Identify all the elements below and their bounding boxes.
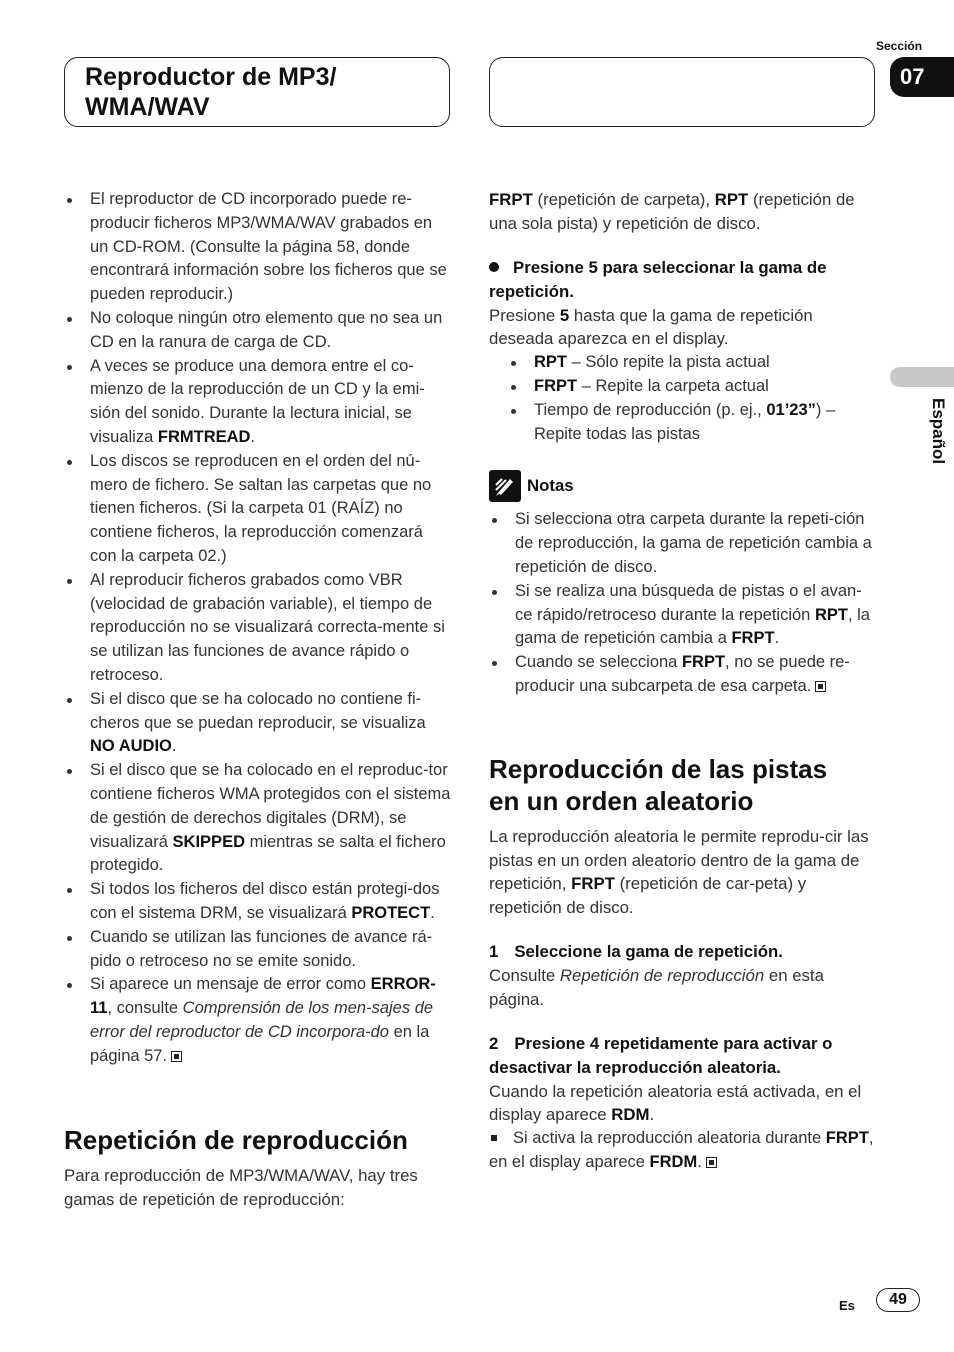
list-item: El reproductor de CD incorporado puede re-producir ficheros MP3/WMA/WAV grabados en un CD-ROM. (Consulte la página 58, donde encontrará información sobre los ficheros que se pueden reproducir.) bbox=[64, 188, 454, 307]
end-of-section-icon bbox=[815, 681, 826, 692]
repeat-play-heading: Repetición de reproducción bbox=[64, 1125, 408, 1156]
repeat-options-list bbox=[489, 351, 879, 446]
list-item: A veces se produce una demora entre el co-mienzo de la reproducción de un CD y la emi-sión del sonido. Durante la lectura inicial, se visualiza FRMTREAD. bbox=[64, 355, 454, 450]
square-bullet-icon bbox=[491, 1135, 497, 1141]
left-column bbox=[64, 188, 454, 1212]
notes-list bbox=[489, 508, 879, 698]
list-item: Al reproducir ficheros grabados como VBR (velocidad de grabación variable), el tiempo de reproducción no se visualizará correcta-mente si se utilizan las funciones de avance rápido o retroceso. bbox=[64, 569, 454, 688]
language-code: Es bbox=[839, 1298, 855, 1313]
pencil-note-icon bbox=[489, 470, 521, 502]
language-tab-marker bbox=[890, 367, 954, 387]
step1-title: 1 Seleccione la gama de repetición. bbox=[489, 941, 783, 961]
list-item: Los discos se reproducen en el orden del nú-mero de fichero. Se saltan las carpetas que no tienen ficheros. (Si la carpeta 01 (RAÍZ) no contiene ficheros, la reproducción comenzará con la carpeta 02.) bbox=[64, 450, 454, 569]
language-tab-label: Español bbox=[929, 398, 948, 465]
notes-header bbox=[489, 470, 879, 502]
step1-body: Consulte Repetición de reproducción en esta página. bbox=[489, 965, 824, 1009]
step2-number: 2 bbox=[489, 1033, 499, 1053]
random-play-intro: La reproducción aleatoria le permite reprodu-cir las pistas en un orden aleatorio dentro de la gama de repetición, FRPT (repetición de car-peta) y repetición de disco. bbox=[489, 826, 869, 918]
step2-note: Si activa la reproducción aleatoria durante FRPT, en el display aparece FRDM. bbox=[489, 1129, 874, 1171]
section-title-box bbox=[64, 57, 450, 127]
random-play-heading: Reproducción de las pistas en un orden aleatorio bbox=[489, 753, 828, 816]
list-item: RPT – Sólo repite la pista actual bbox=[489, 351, 879, 375]
notes-title: Notas bbox=[527, 476, 574, 496]
list-item-error: Si aparece un mensaje de error como ERROR-11, consulte Comprensión de los men-sajes de error del reproductor de CD incorpora-do en la página 57. bbox=[64, 973, 454, 1068]
right-column bbox=[489, 188, 879, 1175]
list-item: Si todos los ficheros del disco están protegi-dos con el sistema DRM, se visualizará PROTECT. bbox=[64, 878, 454, 926]
list-item: FRPT – Repite la carpeta actual bbox=[489, 375, 879, 399]
list-item: Si selecciona otra carpeta durante la repeti-ción de reproducción, la gama de repetición cambia a repetición de disco. bbox=[489, 508, 879, 579]
repeat-ranges-text: FRPT (repetición de carpeta), RPT (repetición de una sola pista) y repetición de disco. bbox=[489, 190, 855, 233]
page-number: 49 bbox=[876, 1288, 920, 1312]
header-empty-box bbox=[489, 57, 875, 127]
list-item: Cuando se selecciona FRPT, no se puede re-producir una subcarpeta de esa carpeta. bbox=[489, 651, 879, 699]
step2-title: 2 Presione 4 repetidamente para activar o desactivar la reproducción aleatoria. bbox=[489, 1033, 833, 1077]
section-title-line1: Reproductor de MP3/ bbox=[85, 63, 337, 91]
list-item: Si el disco que se ha colocado en el reproduc-tor contiene ficheros WMA protegidos con el sistema de gestión de derechos digitales (DRM), se visualizará SKIPPED mientras se salta el fichero protegido. bbox=[64, 759, 454, 878]
step1-number: 1 bbox=[489, 941, 499, 961]
list-item: No coloque ningún otro elemento que no sea un CD en la ranura de carga de CD. bbox=[64, 307, 454, 355]
list-item: Si se realiza una búsqueda de pistas o el avan-ce rápido/retroceso durante la repetición RPT, la gama de repetición cambia a FRPT. bbox=[489, 580, 879, 651]
step2-body: Cuando la repetición aleatoria está activada, en el display aparece RDM. bbox=[489, 1081, 862, 1125]
list-item: Si el disco que se ha colocado no contiene fi-cheros que se puedan reproducir, se visualiza NO AUDIO. bbox=[64, 688, 454, 759]
end-of-section-icon bbox=[706, 1157, 717, 1168]
list-item: Cuando se utilizan las funciones de avance rá-pido o retroceso no se emite sonido. bbox=[64, 926, 454, 974]
section-number-badge: 07 bbox=[890, 57, 954, 97]
step-bullet-icon bbox=[489, 262, 499, 272]
intro-bullet-list bbox=[64, 188, 454, 1068]
repeat-play-intro: Para reproducción de MP3/WMA/WAV, hay tres gamas de repetición de reproducción: bbox=[64, 1166, 418, 1210]
section-label: Sección bbox=[876, 39, 923, 53]
list-item: Tiempo de reproducción (p. ej., 01’23”) – Repite todas las pistas bbox=[489, 399, 879, 447]
step-select-repeat-title: Presione 5 para seleccionar la gama de repetición. bbox=[489, 257, 827, 301]
section-title bbox=[85, 62, 435, 122]
end-of-section-icon bbox=[171, 1051, 182, 1062]
section-title-line2: WMA/WAV bbox=[85, 93, 210, 121]
step-select-repeat-body: Presione 5 hasta que la gama de repetición deseada aparezca en el display. bbox=[489, 305, 813, 349]
